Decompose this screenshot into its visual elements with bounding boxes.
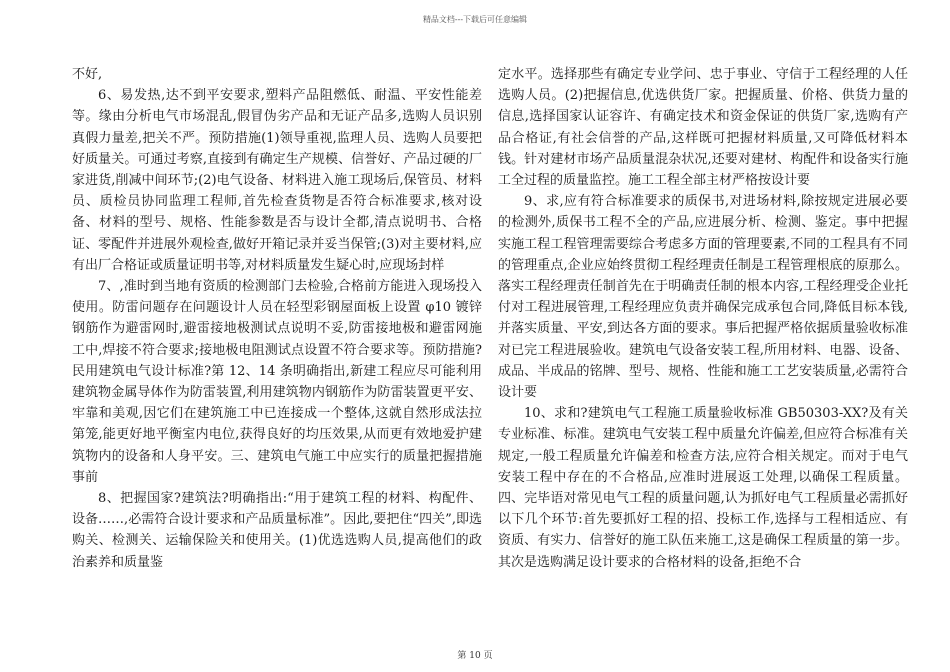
page-number: 第 10 页 — [457, 651, 493, 661]
page-header: 精品文档---下载后可任意编辑 — [422, 15, 528, 24]
paragraph: 8、把握国家?建筑法?明确指出:“用于建筑工程的材料、构配件、设备……,必需符合设计要求和产品质量标准”。因此,要把住“四关”,即选购关、检测关、运输保险关和使用关。(1)优选选购人员,提高他们的政治素养和质量鉴 — [72, 491, 482, 570]
paragraph: 7、,准时到当地有资质的检测部门去检验,合格前方能进入现场投入使用。防雷问题存在问题设计人员在轻型彩钢屋面板上设置 φ10 镀锌钢筋作为避雷网时,避雷接地极测试点说明不妥,防雷接地极和避雷网施工中,焊接不符合要求;接地极电阻测试点设置不符合要求等。预防措施?民用建筑电气设计标准?第 12、14 条明确指出,新建工程应尽可能利用建筑物金属导体作为防雷装置,利用建筑物内钢筋作为防雷装置更平安、牢靠和美观,因它们在建筑施工中已连接成一个整体,这就自然形成法拉第笼,能更好地平衡室内电位,获得良好的均压效果,从而更有效地爱护建筑物内的设备和人身平安。三、建筑电气施工中应实行的质量把握措施事前 — [72, 279, 482, 485]
left-column — [72, 64, 482, 573]
paragraph: 6、易发热,达不到平安要求,塑料产品阻燃低、耐温、平安性能差等。缘由分析电气市场混乱,假冒伪劣产品和无证产品多,选购人员识别真假力量差,把关不严。预防措施(1)领导重视,监理人员、选购人员要把好质量关。可通过考察,直接到有确定生产规模、信誉好、产品过硬的厂家进货,削减中间环节;(2)电气设备、材料进入施工现场后,保管员、材料员、质检员协同监理工程师,首先检查货物是否符合标准要求,核对设备、材料的型号、规格、性能参数是否与设计全都,清点说明书、合格证、零配件并进展外观检查,做好开箱记录并妥当保管;(3)对主要材料,应有出厂合格证或质量证明书等,对材料质量发生疑心时,应现场封样 — [72, 88, 482, 273]
paragraph: 定水平。选择那些有确定专业学问、忠于事业、守信于工程经理的人任选购人员。(2)把握信息,优选供货厂家。把握质量、价格、供货力量的信息,选择国家认证容许、有确定技术和资金保证的供货厂家,选购有产品合格证,有社会信誉的产品,这样既可把握材料质量,又可降低材料本钱。针对建材市场产品质量混杂状况,还要对建材、构配件和设备实行施工全过程的质量监控。施工工程全部主材严格按设计要 — [498, 67, 908, 189]
right-column — [498, 64, 908, 573]
paragraph: 9、求,应有符合标准要求的质保书,对进场材料,除按规定进展必要的检测外,质保书工程不全的产品,应进展分析、检测、鉴定。事中把握实施工程工程管理需要综合考虑多方面的管理要素,不同的工程具有不同的管理重点,企业应始终贯彻工程经理责任制是工程管理根底的原那么。落实工程经理责任制首先在于明确责任制的根本内容,工程经理受企业托付对工程进展管理,工程经理应负责并确保完成承包合同,降低目标本钱,并落实质量、平安,到达各方面的要求。事后把握严格依据质量验收标准对已完工程进展验收。建筑电气设备安装工程,所用材料、电器、设备、成品、半成品的铭牌、型号、规格、性能和施工工艺安装质量,必需符合设计要 — [498, 194, 908, 401]
paragraph: 不好, — [72, 67, 103, 82]
paragraph: 10、求和?建筑电气工程施工质量验收标准 GB50303-XX?及有关专业标准、标准。建筑电气安装工程中质量允许偏差,但应符合标准有关规定,一般工程质量允许偏差和检查方法,应符合相关规定。而对于电气安装工程中存在的不合格品,应准时进展返工处理,以确保工程质量。四、完毕语对常见电气工程的质量问题,认为抓好电气工程质量必需抓好以下几个环节:首先要抓好工程的招、投标工作,选择与工程相适应、有资质、有实力、信誉好的施工队伍来施工,这是确保工程质量的第一步。其次是选购满足设计要求的合格材料的设备,拒绝不合 — [498, 406, 908, 570]
